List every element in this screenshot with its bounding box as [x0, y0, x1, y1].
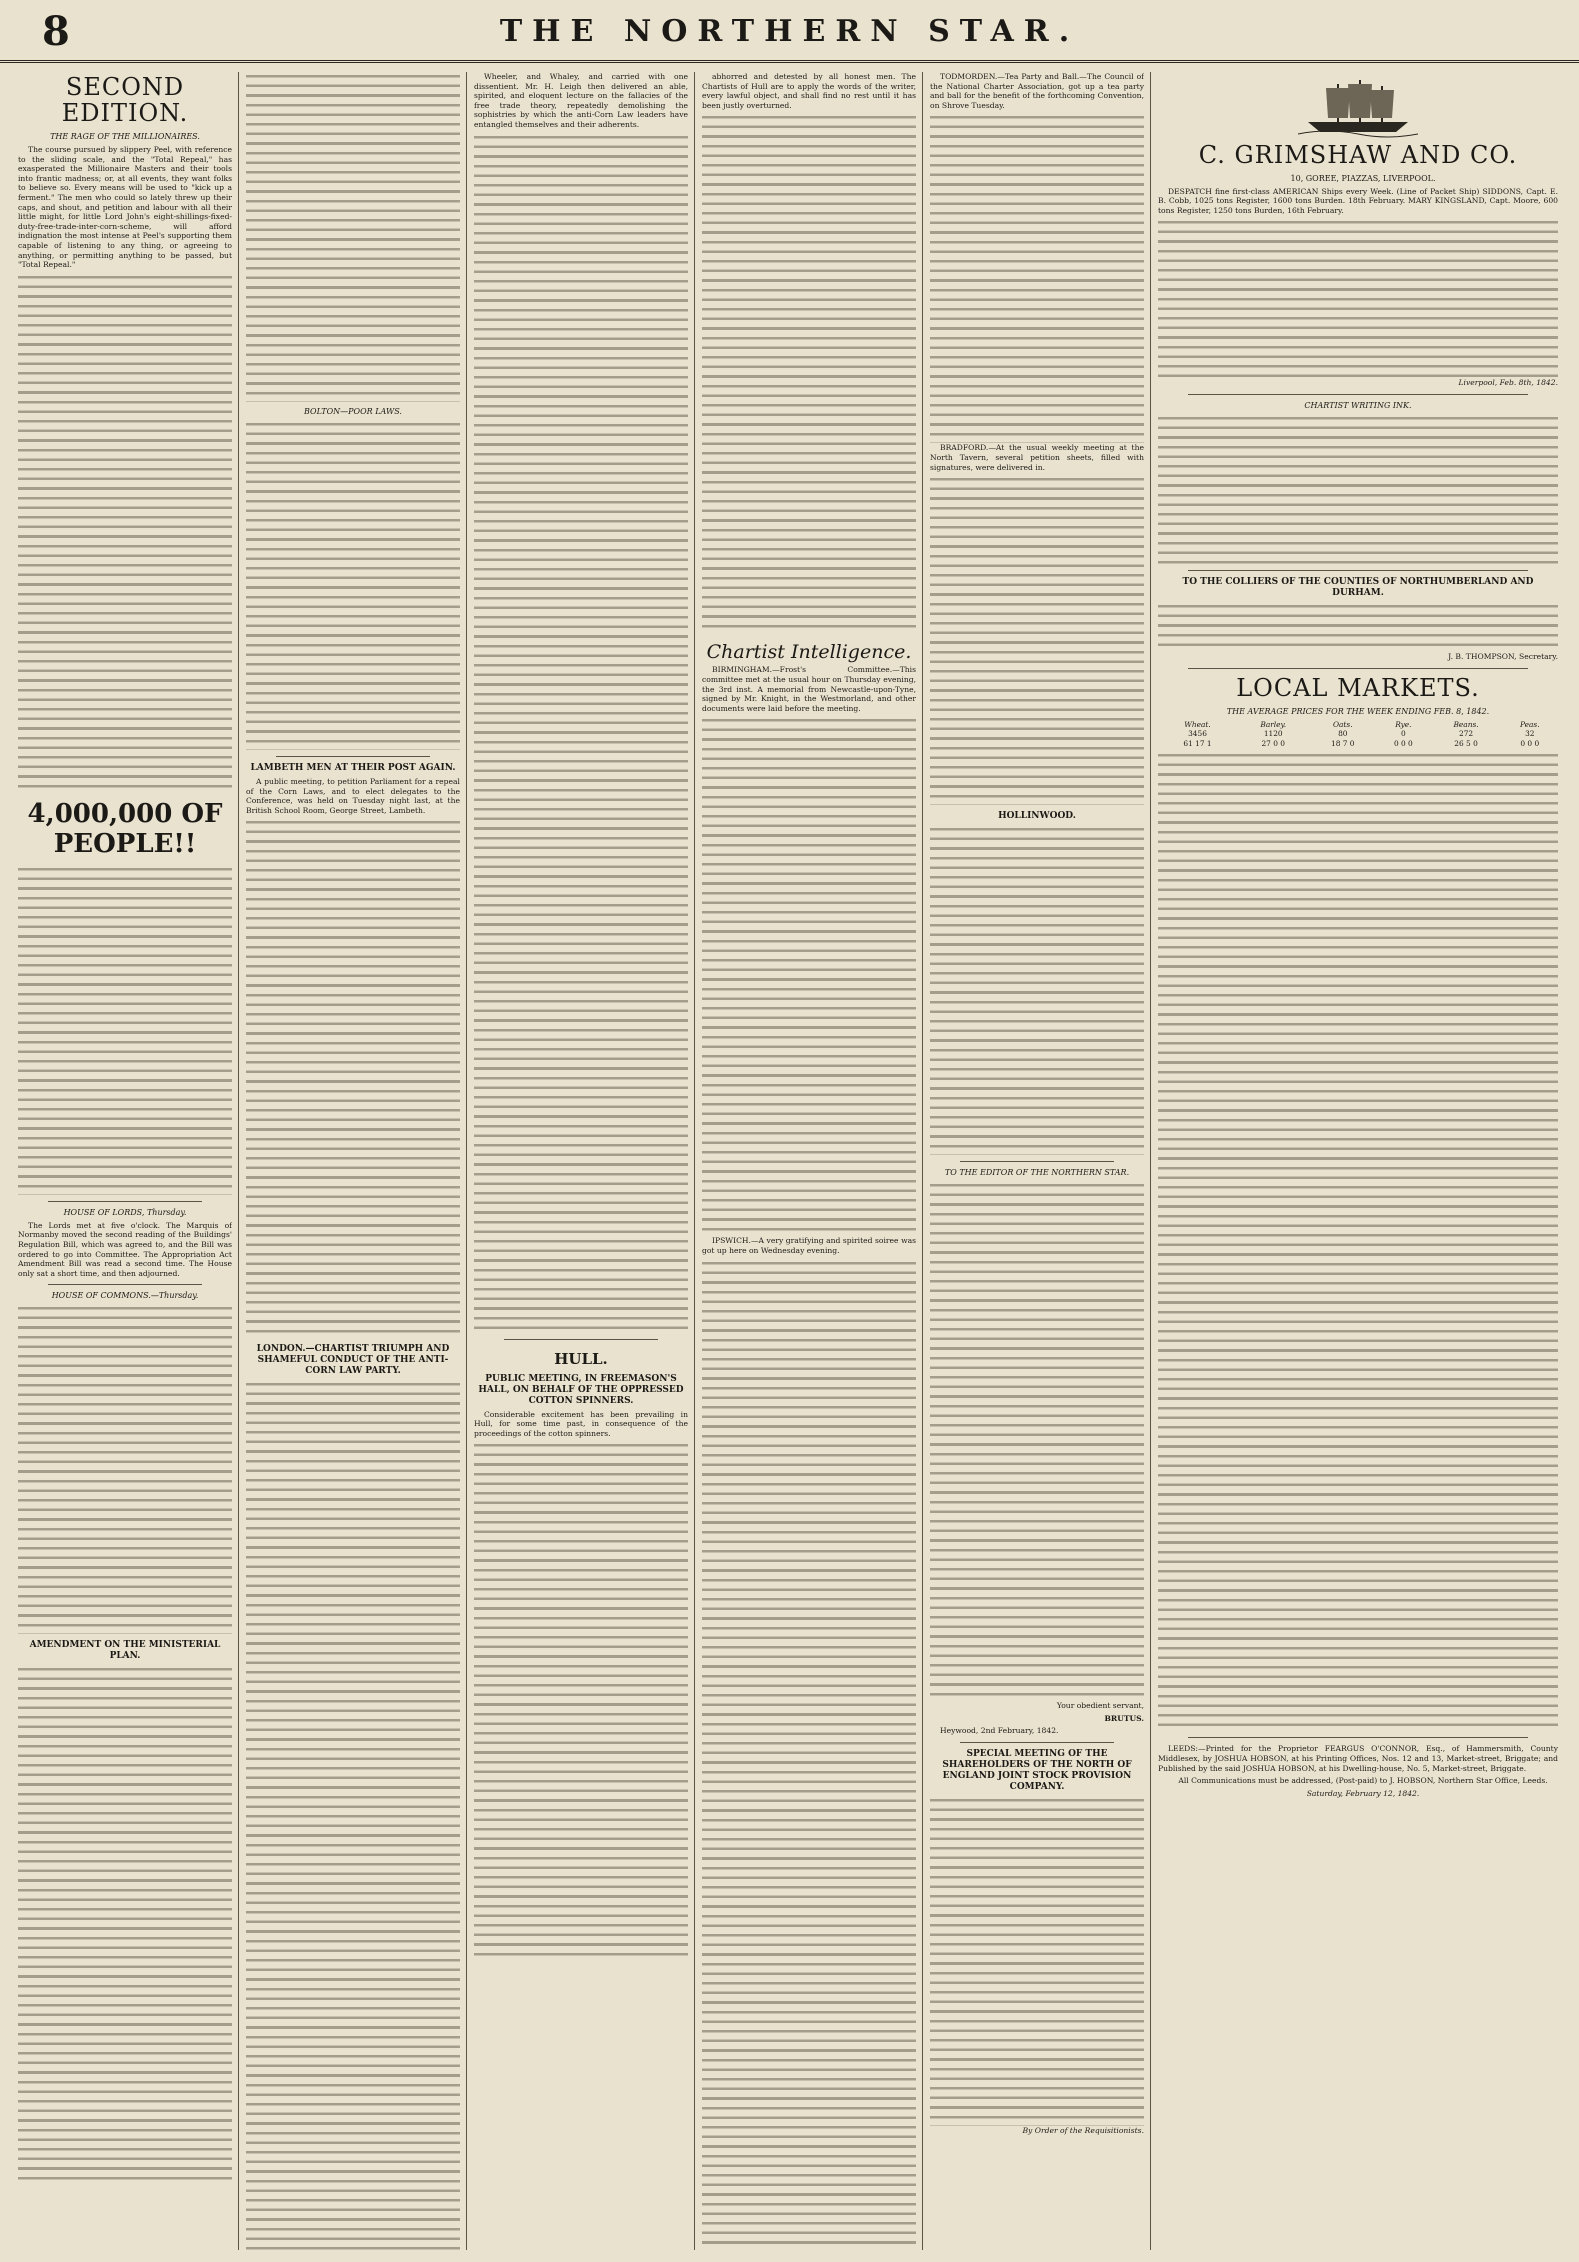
ad-date: Liverpool, Feb. 8th, 1842.	[1458, 378, 1558, 388]
text-block	[702, 113, 916, 633]
text-block	[246, 72, 460, 402]
grain-table	[1158, 720, 1558, 749]
article-headline: LONDON.—CHARTIST TRIUMPH AND SHAMEFUL CONDUCT OF THE ANTI-CORN LAW PARTY.	[256, 1344, 450, 1377]
text-block	[18, 273, 232, 793]
grain-qrs-cell: 272	[1459, 729, 1474, 739]
grain-header-cell: Peas.	[1519, 719, 1540, 729]
article-headline: BOLTON—POOR LAWS.	[304, 407, 402, 416]
columns	[18, 72, 1566, 2254]
divider	[48, 1201, 202, 1202]
section-heading: Chartist Intelligence.	[706, 641, 912, 664]
text-block	[246, 420, 460, 750]
article-subheadline: PUBLIC MEETING, IN FREEMASON'S HALL, ON BEHALF OF THE OPPRESSED COTTON SPINNERS.	[478, 1373, 684, 1406]
text-block	[474, 133, 688, 1333]
divider	[1188, 394, 1528, 395]
text-block	[702, 716, 916, 1236]
text-block	[474, 1441, 688, 1961]
column-2	[246, 72, 460, 2250]
grain-header-cell: Rye.	[1395, 719, 1412, 729]
newspaper-title: THE NORTHERN STAR.	[499, 14, 1080, 49]
grain-price-cell: 27 0 0	[1261, 738, 1285, 748]
big-headline: 4,000,000 OF PEOPLE!!	[27, 798, 223, 859]
article-paragraph: The Lords met at five o'clock. The Marquis of Normanby moved the second reading of the Buildings' Regulation Bill, which was agreed to, and the Bill was ordered to go into Committee. The Appropriation Act Amendment Bill was read a second time. The House only sat a short time, and then adjourned.	[18, 1220, 232, 1278]
printer-note: All Communications must be addressed, (Post-paid) to J. HOBSON, Northern Star Office, Leeds.	[1178, 1776, 1548, 1786]
ship-icon	[1298, 78, 1418, 138]
letter-dateline: Heywood, 2nd February, 1842.	[940, 1726, 1059, 1736]
text-block	[930, 1181, 1144, 1701]
text-block	[930, 475, 1144, 805]
markets-heading: LOCAL MARKETS.	[1236, 673, 1480, 702]
text-block	[1158, 414, 1558, 564]
article-headline: AMENDMENT ON THE MINISTERIAL PLAN.	[29, 1640, 221, 1662]
ad-text: DESPATCH fine first-class AMERICAN Ships every Week. (Line of Packet Ship) SIDDONS, Capt. E. B. Cobb, 1025 tons Register, 1600 tons Burden. 18th February. MARY KINGSLAND, Capt. Moore, 600 tons Register, 1250 tons Burden, 16th February.	[1158, 186, 1558, 215]
column-rule	[1150, 72, 1151, 2250]
divider	[960, 1161, 1114, 1162]
text-block	[702, 1259, 916, 2250]
notice-signature: By Order of the Requisitionists.	[1022, 2125, 1144, 2135]
divider	[1188, 570, 1528, 571]
shipper-address: 10, GOREE, PIAZZAS, LIVERPOOL.	[1290, 174, 1436, 183]
article-paragraph: The course pursued by slippery Peel, with reference to the sliding scale, and the "Total Repeal," has exasperated the Millionaire Masters and their tools into frantic madness; or, at all events, they want folks to believe so. Every means will be used to "kick up a ferment." The men who could so lately threw up their caps, and shout, and petition and labour with all their little might, for little Lord John's eight-shillings-fixed-duty-free-trade-inter-corn-scheme, will afford indignation the most intense at Peel's supporting them capable of listening to any thing, or agreeing to anything, or permitting anything to be passed, but "Total Repeal."	[18, 145, 232, 270]
column-4	[702, 72, 916, 2250]
grain-price-cell: 0 0 0	[1520, 738, 1540, 748]
article-paragraph: Considerable excitement has been prevailing in Hull, for some time past, in consequence of the proceedings of the cotton spinners.	[474, 1409, 688, 1438]
text-block	[930, 1796, 1144, 2126]
text-block	[1158, 218, 1558, 378]
article-headline: HOLLINWOOD.	[998, 811, 1076, 822]
article-paragraph: Wheeler, and Whaley, and carried with one dissentient. Mr. H. Leigh then delivered an able, spirited, and eloquent lecture on the fallacies of the free trade theory, repeatedly demolishing the sophistries by which the anti-Corn Law leaders have entangled themselves and their adherents.	[474, 72, 688, 129]
masthead	[0, 0, 1579, 63]
grain-qrs-cell: 1120	[1263, 729, 1283, 739]
column-rule	[922, 72, 923, 2250]
article-paragraph: IPSWICH.—A very gratifying and spirited soiree was got up here on Wednesday evening.	[702, 1236, 916, 1255]
divider	[48, 1284, 202, 1285]
notice-signature: J. B. THOMPSON, Secretary.	[1448, 651, 1558, 661]
grain-price-cell: 18 7 0	[1331, 738, 1355, 748]
column-3	[474, 72, 688, 2250]
divider	[504, 1339, 658, 1340]
grain-qrs-cell: 80	[1338, 729, 1348, 739]
article-headline: LAMBETH MEN AT THEIR POST AGAIN.	[250, 763, 456, 773]
grain-price-cell: 0 0 0	[1393, 738, 1413, 748]
letter-signoff: Your obedient servant,	[1056, 1701, 1144, 1711]
grain-qrs-cell: 0	[1401, 729, 1406, 739]
grain-qrs-cell: 32	[1525, 729, 1535, 739]
text-block	[930, 113, 1144, 443]
edition-heading: SECOND EDITION.	[61, 73, 189, 127]
article-paragraph: abhorred and detested by all honest men. The Chartists of Hull are to apply the words of the writer, every lawful object, and shall find no rest until it has been justly overturned.	[702, 72, 916, 110]
text-block	[18, 865, 232, 1195]
text-block	[930, 825, 1144, 1155]
grain-header-cell: Wheat.	[1184, 719, 1211, 729]
article-paragraph: A public meeting, to petition Parliament for a repeal of the Corn Laws, and to elect delegates to the Conference, was held on Tuesday night last, at the British School Room, George Street, Lambeth.	[246, 777, 460, 815]
grain-price-cell: 26 5 0	[1454, 738, 1478, 748]
text-block	[246, 818, 460, 1338]
printer-date: Saturday, February 12, 1842.	[1306, 1788, 1420, 1798]
ad-heading: CHARTIST WRITING INK.	[1304, 400, 1412, 410]
divider	[1188, 1737, 1528, 1738]
column-rule	[466, 72, 467, 2250]
divider	[960, 1742, 1114, 1743]
article-headline: HULL.	[554, 1349, 608, 1368]
grain-table-heading: THE AVERAGE PRICES FOR THE WEEK ENDING FEB. 8, 1842.	[1226, 706, 1490, 716]
grain-header-cell: Barley.	[1260, 719, 1287, 729]
column-6	[1158, 72, 1558, 2250]
article-paragraph: TODMORDEN.—Tea Party and Ball.—The Council of the National Charter Association, got up a tea party and ball for the benefit of the forthcoming Convention, on Shrove Tuesday.	[930, 72, 1144, 110]
notice-heading: SPECIAL MEETING OF THE SHAREHOLDERS OF THE NORTH OF ENGLAND JOINT STOCK PROVISION COMPANY.	[942, 1748, 1132, 1792]
text-block	[1158, 602, 1558, 652]
letter-heading: TO THE EDITOR OF THE NORTHERN STAR.	[944, 1168, 1130, 1178]
grain-header-cell: Beans.	[1453, 719, 1479, 729]
text-block	[18, 1304, 232, 1634]
grain-qrs-cell: 3456	[1188, 729, 1207, 739]
article-paragraph: BRADFORD.—At the usual weekly meeting at the North Tavern, several petition sheets, filled with signatures, were delivered in.	[930, 443, 1144, 472]
article-headline: HOUSE OF LORDS, Thursday.	[63, 1207, 187, 1217]
column-5	[930, 72, 1144, 2250]
column-1	[18, 72, 232, 2250]
letter-signature: BRUTUS.	[1104, 1713, 1144, 1723]
article-headline: HOUSE OF COMMONS.—Thursday.	[51, 1291, 199, 1301]
text-block	[18, 1665, 232, 2185]
page-number: 8	[42, 8, 70, 55]
text-block	[1158, 751, 1558, 1731]
column-rule	[694, 72, 695, 2250]
text-block	[246, 1380, 460, 2250]
divider	[276, 756, 430, 757]
column-rule	[238, 72, 239, 2250]
shipper-name: C. GRIMSHAW AND CO.	[1198, 141, 1518, 169]
divider	[1188, 668, 1528, 669]
grain-price-cell: 61 17 1	[1183, 738, 1212, 748]
printer-imprint: LEEDS:—Printed for the Proprietor FEARGUS O'CONNOR, Esq., of Hammersmith, County Middlesex, by JOSHUA HOBSON, at his Printing Offices, Nos. 12 and 13, Market-street, Briggate; and Published by the said JOSHUA HOBSON, at his Dwelling-house, No. 5, Market-street, Briggate.	[1158, 1744, 1558, 1773]
notice-heading: TO THE COLLIERS OF THE COUNTIES OF NORTHUMBERLAND AND DURHAM.	[1182, 576, 1534, 598]
article-paragraph: BIRMINGHAM.—Frost's Committee.—This committee met at the usual hour on Thursday evening, the 3rd inst. A memorial from Newcastle-upon-Tyne, signed by Mr. Knight, in the Westmorland, and other documents were laid before the meeting.	[702, 665, 916, 713]
article-headline: THE RAGE OF THE MILLIONAIRES.	[50, 132, 200, 141]
grain-header-cell: Oats.	[1332, 719, 1353, 729]
